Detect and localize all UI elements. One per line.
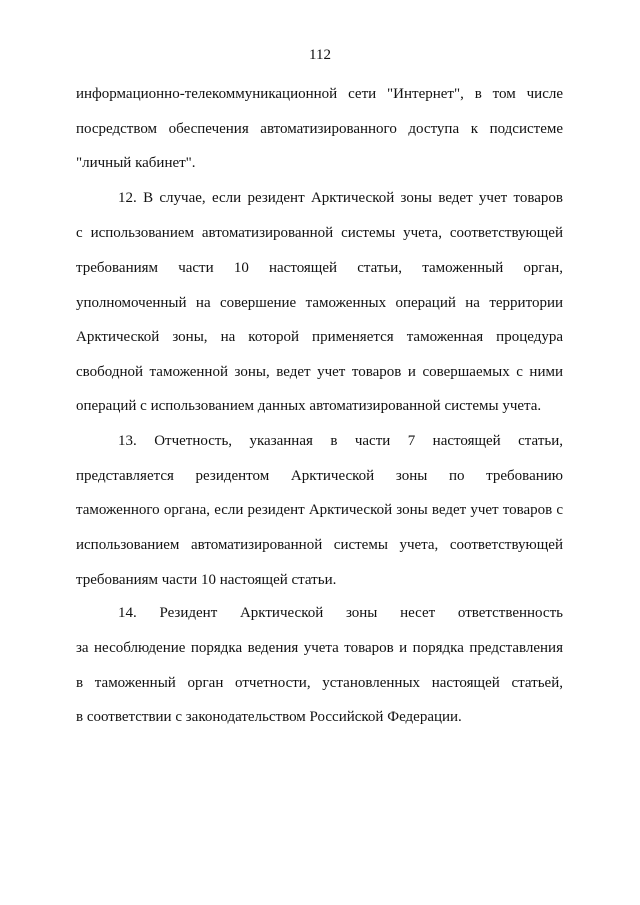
- text-line: операций с использованием данных автоматизированной системы учета.: [76, 398, 542, 414]
- text-line: посредством обеспечения автоматизированного доступа к подсистеме: [76, 121, 563, 137]
- text-line: представляется резидентом Арктической зоны по требованию: [76, 468, 563, 484]
- paragraph-14-first-line: 14. Резидент Арктической зоны несет ответственность: [118, 605, 563, 621]
- text-line: свободной таможенной зоны, ведет учет товаров и совершаемых с ними: [76, 364, 563, 380]
- text-line: в таможенный орган отчетности, установленных настоящей статьей,: [76, 675, 563, 691]
- text-line: таможенного органа, если резидент Арктической зоны ведет учет товаров с: [76, 502, 563, 518]
- text-line: за несоблюдение порядка ведения учета товаров и порядка представления: [76, 640, 563, 656]
- text-line: уполномоченный на совершение таможенных операций на территории: [76, 295, 563, 311]
- text-line: требованиям части 10 настоящей статьи.: [76, 572, 337, 588]
- paragraph-13-first-line: 13. Отчетность, указанная в части 7 настоящей статьи,: [118, 433, 563, 449]
- paragraph-12-first-line: 12. В случае, если резидент Арктической зоны ведет учет товаров: [118, 190, 563, 206]
- text-line: с использованием автоматизированной системы учета, соответствующей: [76, 225, 563, 241]
- text-line: информационно-телекоммуникационной сети "Интернет", в том числе: [76, 86, 563, 102]
- text-line: "личный кабинет".: [76, 155, 196, 171]
- text-line: использованием автоматизированной системы учета, соответствующей: [76, 537, 563, 553]
- text-line: Арктической зоны, на которой применяется таможенная процедура: [76, 329, 563, 345]
- text-line: требованиям части 10 настоящей статьи, таможенный орган,: [76, 260, 563, 276]
- text-line: в соответствии с законодательством Российской Федерации.: [76, 709, 462, 725]
- page-number: 112: [309, 47, 331, 63]
